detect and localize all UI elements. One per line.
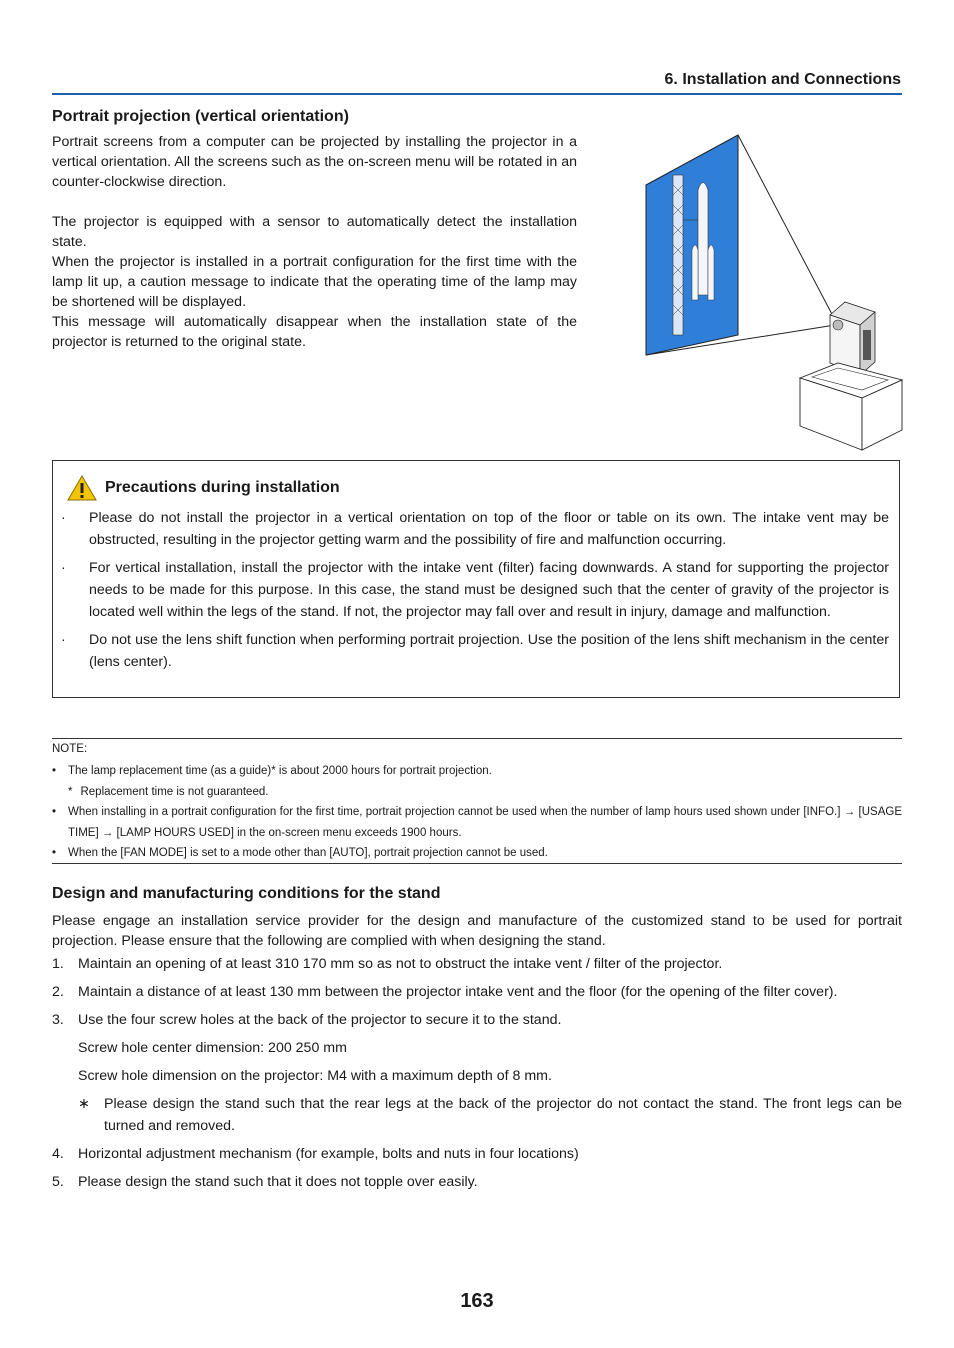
note-item: • The lamp replacement time (as a guide)* is about 2000 hours for portrait projection. xyxy=(52,765,492,777)
projection-screen xyxy=(646,135,738,355)
caution-item: · Do not use the lens shift function when performing portrait projection. Use the position of the lens shift mechanism in the center (lens center). xyxy=(61,632,889,670)
step-3: 3. Use the four screw holes at the back of the projector to secure it to the stand. Screw hole center dimension: 200 250 mm Screw hole dimension on the projector: M4 with a maximum depth of 8 mm. ∗ Please design the stand such that the rear legs at the back of the projector do not contact the stand. The front legs can be turned and removed. xyxy=(52,1009,902,1137)
step-5: 5. Please design the stand such that it does not topple over easily. xyxy=(52,1174,478,1190)
design-intro: Please engage an installation service provider for the design and manufacture of the customized stand to be used for portrait projection. Please ensure that the following are complied with when designing the stand. xyxy=(52,913,902,949)
page-number: 163 xyxy=(460,1290,494,1312)
design-section xyxy=(52,885,902,1199)
rocket xyxy=(698,183,708,296)
step-2: 2. Maintain a distance of at least 130 mm between the projector intake vent and the floor (for the opening of the filter cover). xyxy=(52,984,838,1000)
note-list xyxy=(52,761,902,864)
projection-line-top xyxy=(738,135,835,320)
launch-tower xyxy=(673,175,683,335)
caution-list xyxy=(53,507,889,679)
step-3-screw-dimension: Screw hole dimension on the projector: M4 with a maximum depth of 8 mm. xyxy=(78,1068,552,1084)
note-box xyxy=(52,738,902,864)
caution-title: Precautions during installation xyxy=(105,479,340,496)
portrait-section xyxy=(52,108,577,352)
portrait-paragraph-2: The projector is equipped with a sensor to automatically detect the installation state. xyxy=(52,214,577,250)
caution-item: · For vertical installation, install the projector with the intake vent (filter) facing downwards. A stand for supporting the projector needs to be made for this purpose. In this case, the stand must be designed such that the center of gravity of the projector is located well within the legs of the stand. If not, the projector may fall over and result in injury, damage and malfunction. xyxy=(61,560,889,620)
step-4: 4. Horizontal adjustment mechanism (for example, bolts and nuts in four locations) xyxy=(52,1146,579,1162)
caution-box xyxy=(52,460,900,698)
portrait-paragraph-3: When the projector is installed in a portrait configuration for the first time with the lamp lit up, a caution message to indicate that the operating time of the lamp may be shortened will be displayed. xyxy=(52,254,577,310)
portrait-projection-illustration xyxy=(640,130,905,452)
caution-header xyxy=(67,475,340,501)
note-subitem: * Replacement time is not guaranteed. xyxy=(68,785,269,798)
step-3-note: ∗ Please design the stand such that the rear legs at the back of the projector do not contact the stand. The front legs can be turned and removed. xyxy=(78,1096,902,1134)
portrait-paragraph-1: Portrait screens from a computer can be projected by installing the projector in a vertical orientation. All the screens such as the on-screen menu will be rotated in an counter-clockwise direction. xyxy=(52,134,577,190)
portrait-paragraph-4: This message will automatically disappear when the installation state of the projector is returned to the original state. xyxy=(52,314,577,350)
note-label: NOTE: xyxy=(52,743,88,755)
step-1: 1. Maintain an opening of at least 310 170 mm so as not to obstruct the intake vent / filter of the projector. xyxy=(52,956,723,972)
note-item: • When installing in a portrait configuration for the first time, portrait projection cannot be used when the number of lamp hours used shown under [INFO.] → [USAGE TIME] → [LAMP HOURS USED] in the on-screen menu exceeds 1900 hours. xyxy=(52,806,902,839)
portrait-title: Portrait projection (vertical orientation) xyxy=(52,108,349,125)
lens-icon xyxy=(833,320,843,330)
caution-item: · Please do not install the projector in a vertical orientation on top of the floor or table on its own. The intake vent may be obstructed, resulting in the projector getting warm and the possibility of fire and malfunction occurring. xyxy=(61,510,889,548)
note-item: • When the [FAN MODE] is set to a mode other than [AUTO], portrait projection cannot be used. xyxy=(52,847,548,859)
warning-icon xyxy=(67,475,97,501)
step-3-screw-center: Screw hole center dimension: 200 250 mm xyxy=(78,1040,347,1056)
chapter-heading: 6. Installation and Connections xyxy=(664,71,901,88)
design-title: Design and manufacturing conditions for the stand xyxy=(52,885,441,902)
design-steps xyxy=(52,953,902,1193)
header-rule xyxy=(52,93,902,95)
